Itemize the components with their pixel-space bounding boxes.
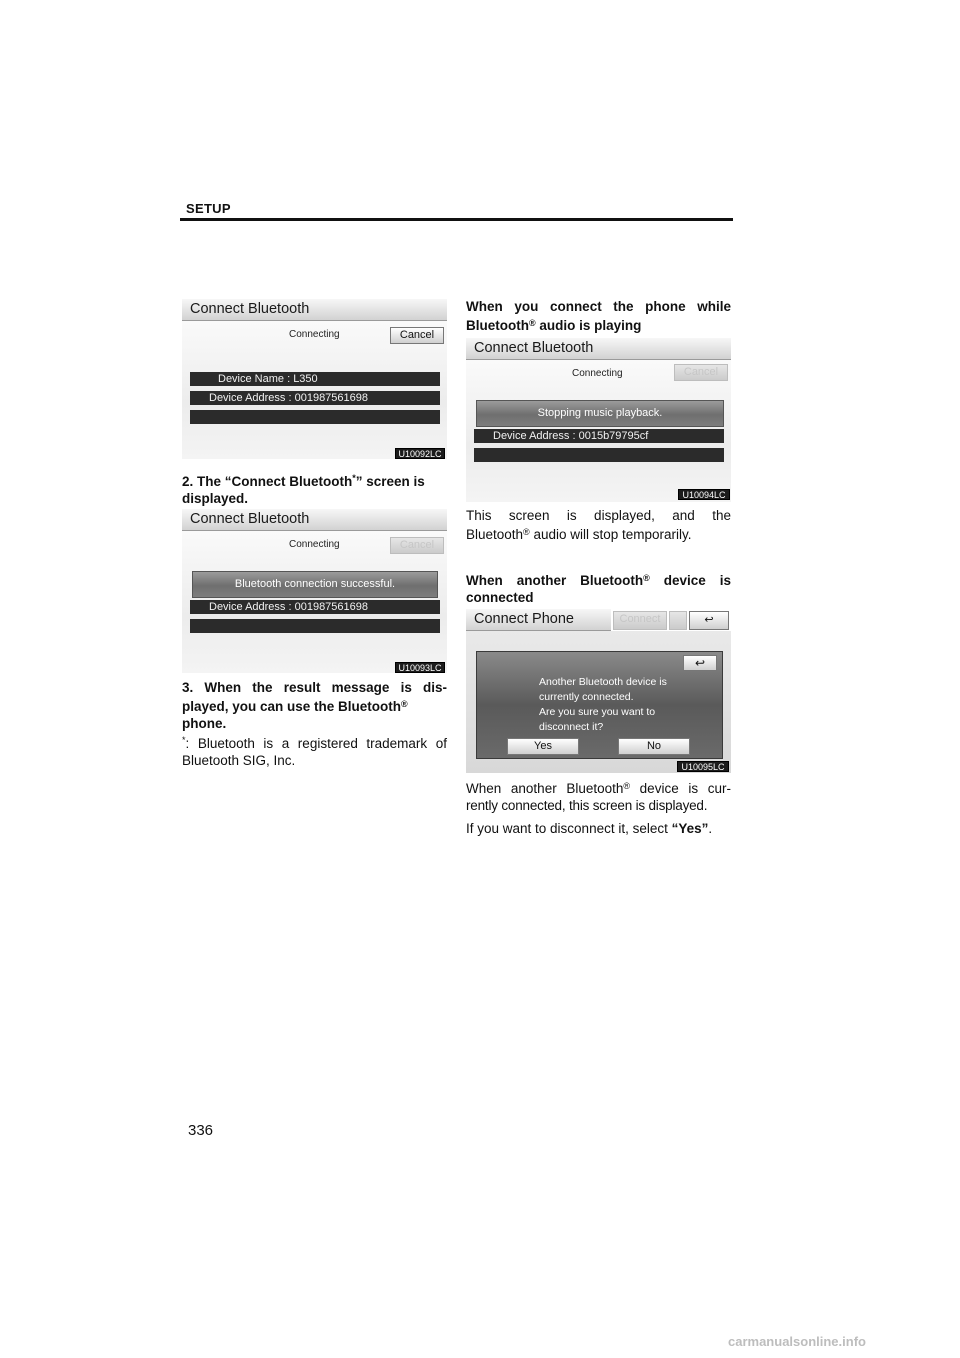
screen-titlebar [466,609,611,631]
screen-titlebar [182,509,447,531]
paragraph-playing-line2: Bluetooth® audio will stop temporarily. [466,527,692,542]
footnote-line1: *: Bluetooth is a registered trademark of [182,735,447,751]
header-rule [180,218,733,221]
paragraph-playing-line1: This screen is displayed, and the [466,508,731,523]
screen-titlebar [182,299,447,321]
screen-body [182,531,447,673]
screenshot-success [182,509,447,673]
step-2-line1: 2. The “Connect Bluetooth*” screen is [182,473,425,489]
screen-body [182,321,447,459]
device-address: Device Address : 001987561698 [209,392,369,404]
yes-button[interactable]: Yes [507,738,579,755]
screen-title: Connect Bluetooth [474,340,594,356]
status-text: Connecting [572,368,623,379]
device-address: Device Address : 0015b79795cf [493,430,649,442]
watermark: carmanualsonline.info [728,1334,866,1349]
device-name-row [190,372,440,386]
empty-row [474,448,724,462]
device-name: Device Name : L350 [218,373,318,385]
paragraph-another-line2: rently connected, this screen is displayed. [466,798,708,813]
section-title: SETUP [186,201,231,216]
cancel-button-disabled: Cancel [390,537,444,554]
step-2-line2: displayed. [182,491,249,506]
screen-body [466,360,731,502]
heading-another-line2: connected [466,590,534,605]
dialog-line-4: disconnect it? [539,721,604,733]
footnote [182,732,447,769]
cancel-button[interactable]: Cancel [390,327,444,344]
device-address: Device Address : 001987561698 [209,601,369,613]
step-3-line2: played, you can use the Bluetooth® [182,699,408,714]
back-arrow-icon: ↩ [694,656,706,670]
heading-another-device [466,570,731,606]
footnote-line2: Bluetooth SIG, Inc. [182,753,296,768]
paragraph-another-line3: If you want to disconnect it, select “Yes”. [466,821,713,836]
connect-button-disabled: Connect [613,611,667,630]
device-address-row [190,600,440,614]
no-button[interactable]: No [618,738,690,755]
heading-playing-line2: Bluetooth® audio is playing [466,318,642,333]
toolbar-back-button[interactable] [689,611,729,630]
screen-title: Connect Bluetooth [190,511,310,527]
heading-playing [466,298,731,334]
dialog-back-button[interactable] [683,655,717,671]
paragraph-playing [466,507,731,543]
paragraph-another-line1: When another Bluetooth® device is cur- [466,781,731,796]
screen-titlebar [466,338,731,360]
toolbar-spacer-button [669,611,687,630]
paragraph-another-device [466,778,731,837]
screenshot-stopping-music [466,338,731,502]
screenshot-connecting [182,299,447,459]
step-3-line1: 3. When the result message is dis- [182,680,447,695]
device-address-row [190,391,440,405]
status-text: Connecting [289,329,340,340]
figure-code: U10095LC [677,761,729,772]
success-message: Bluetooth connection successful. [192,571,438,598]
confirm-dialog [476,651,723,759]
empty-row [190,619,440,633]
step-3 [182,679,447,732]
dialog-line-2: currently connected. [539,691,634,703]
figure-code: U10093LC [395,662,445,673]
stopping-message: Stopping music playback. [476,400,724,427]
dialog-line-3: Are you sure you want to [539,706,656,718]
status-text: Connecting [289,539,340,550]
page-number: 336 [188,1122,214,1139]
heading-another-line1: When another Bluetooth® device is [466,573,732,588]
dialog-line-1: Another Bluetooth device is [539,676,667,688]
empty-row [190,410,440,424]
back-arrow-icon: ↩ [704,614,714,626]
screen-title: Connect Phone [474,611,574,627]
step-3-line3: phone. [182,716,227,731]
device-address-row [474,429,724,443]
cancel-button-disabled: Cancel [674,364,728,381]
heading-playing-line1: When you connect the phone while [466,299,731,314]
step-2 [182,470,447,507]
figure-code: U10092LC [395,448,445,459]
screen-title: Connect Bluetooth [190,301,310,317]
figure-code: U10094LC [678,489,730,500]
